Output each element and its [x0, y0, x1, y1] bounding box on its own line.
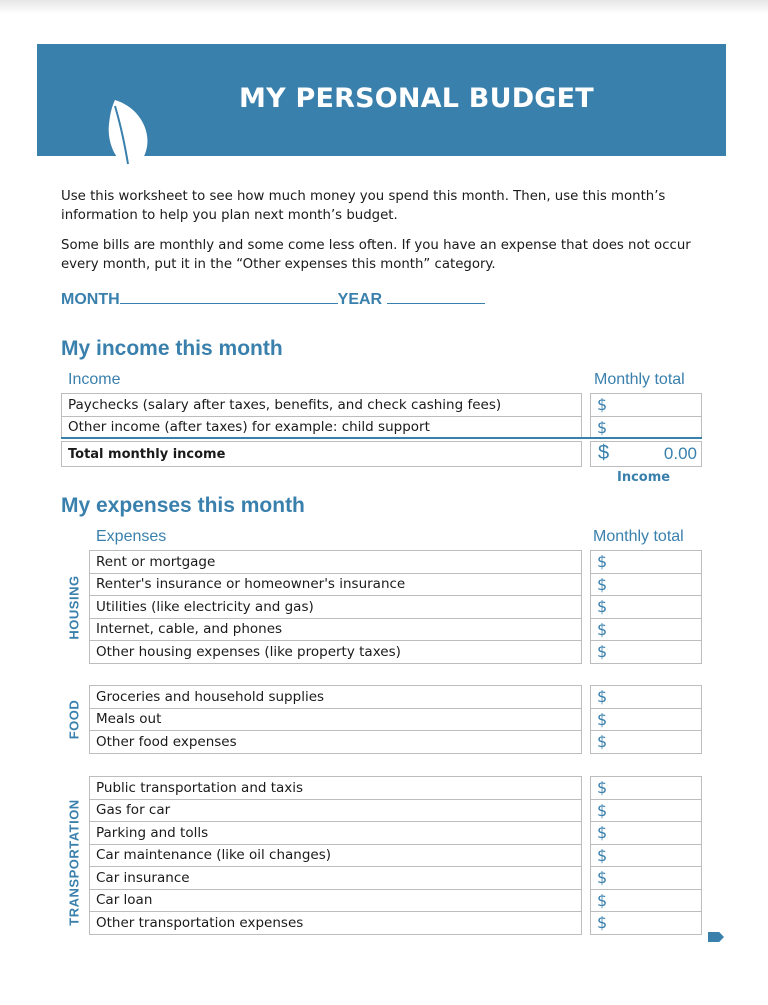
expenses-col-label: Expenses	[96, 528, 167, 545]
income-caption: Income	[617, 470, 671, 485]
expense-row-label: Renter's insurance or homeowner's insurance	[90, 573, 582, 596]
transportation-table	[89, 776, 582, 935]
income-row	[62, 416, 582, 439]
income-total-divider	[61, 437, 702, 439]
expense-amount-field[interactable]: $	[591, 799, 702, 822]
expense-amount-field[interactable]: $	[591, 708, 702, 731]
expense-row-label: Other housing expenses (like property taxes)	[90, 641, 582, 664]
expense-row-label: Meals out	[90, 708, 582, 731]
year-label: YEAR	[337, 291, 387, 308]
expense-row-label: Rent or mortgage	[90, 551, 582, 574]
expense-row-label: Car maintenance (like oil changes)	[90, 844, 582, 867]
month-field[interactable]	[120, 290, 338, 304]
expense-amount-field[interactable]: $	[591, 641, 702, 664]
group-label-housing: HOUSING	[66, 575, 82, 640]
group-label-food: FOOD	[66, 699, 82, 740]
expense-amount-field[interactable]: $	[591, 777, 702, 800]
income-amounts-table	[590, 393, 702, 439]
month-label: MONTH	[61, 291, 120, 308]
page-title: MY PERSONAL BUDGET	[239, 83, 594, 114]
income-heading: My income this month	[61, 337, 283, 360]
expenses-heading: My expenses this month	[61, 494, 305, 517]
date-fields	[61, 290, 485, 309]
housing-table	[89, 550, 582, 664]
expense-row-label: Car loan	[90, 889, 582, 912]
total-income-value: 0.00	[663, 444, 697, 463]
total-income-label: Total monthly income	[62, 442, 582, 467]
next-page-arrow-icon	[708, 932, 724, 942]
expense-amount-field[interactable]: $	[591, 844, 702, 867]
expenses-total-col-label: Monthly total	[593, 528, 684, 545]
intro-paragraph-2: Some bills are monthly and some come less often. If you have an expense that does not occur every month, put it in the “Other expenses this month” category.	[61, 238, 691, 272]
expense-row-label: Other food expenses	[90, 731, 582, 754]
income-amount-field[interactable]: $	[591, 416, 702, 439]
income-total-col-label: Monthly total	[594, 371, 685, 388]
expense-amount-field[interactable]: $	[591, 867, 702, 890]
expense-amount-field[interactable]: $	[591, 596, 702, 619]
income-col-label: Income	[68, 371, 121, 388]
year-field[interactable]	[387, 290, 485, 304]
housing-amounts-table	[590, 550, 702, 664]
expense-amount-field[interactable]: $	[591, 731, 702, 754]
expense-row-label: Groceries and household supplies	[90, 686, 582, 709]
expense-row-label: Car insurance	[90, 867, 582, 890]
income-total-amount-table	[590, 441, 702, 467]
title-banner	[37, 44, 726, 156]
page-top-shadow	[0, 0, 768, 14]
income-total-table	[61, 441, 582, 467]
expense-row-label: Utilities (like electricity and gas)	[90, 596, 582, 619]
expense-amount-field[interactable]: $	[591, 618, 702, 641]
food-amounts-table	[590, 685, 702, 754]
intro-paragraph-1: Use this worksheet to see how much money you spend this month. Then, use this month’s information to help you plan next month’s budget.	[61, 189, 666, 223]
income-amount-field[interactable]: $	[591, 394, 702, 417]
expense-amount-field[interactable]: $	[591, 889, 702, 912]
expense-row-label: Internet, cable, and phones	[90, 618, 582, 641]
income-row	[62, 394, 582, 417]
group-label-transportation: TRANSPORTATION	[66, 799, 82, 926]
food-table	[89, 685, 582, 754]
expense-row-label: Gas for car	[90, 799, 582, 822]
expense-amount-field[interactable]: $	[591, 822, 702, 845]
total-income-currency: $	[598, 442, 610, 464]
expense-amount-field[interactable]: $	[591, 686, 702, 709]
expense-row-label: Other transportation expenses	[90, 912, 582, 935]
income-row-label: Other income (after taxes) for example: child support	[62, 416, 582, 439]
transportation-amounts-table	[590, 776, 702, 935]
expense-row-label: Public transportation and taxis	[90, 777, 582, 800]
total-income-field[interactable]	[591, 442, 702, 467]
expense-row-label: Parking and tolls	[90, 822, 582, 845]
income-table	[61, 393, 582, 439]
income-row-label: Paychecks (salary after taxes, benefits, and check cashing fees)	[62, 394, 582, 417]
expense-amount-field[interactable]: $	[591, 551, 702, 574]
expense-amount-field[interactable]: $	[591, 573, 702, 596]
expense-amount-field[interactable]: $	[591, 912, 702, 935]
